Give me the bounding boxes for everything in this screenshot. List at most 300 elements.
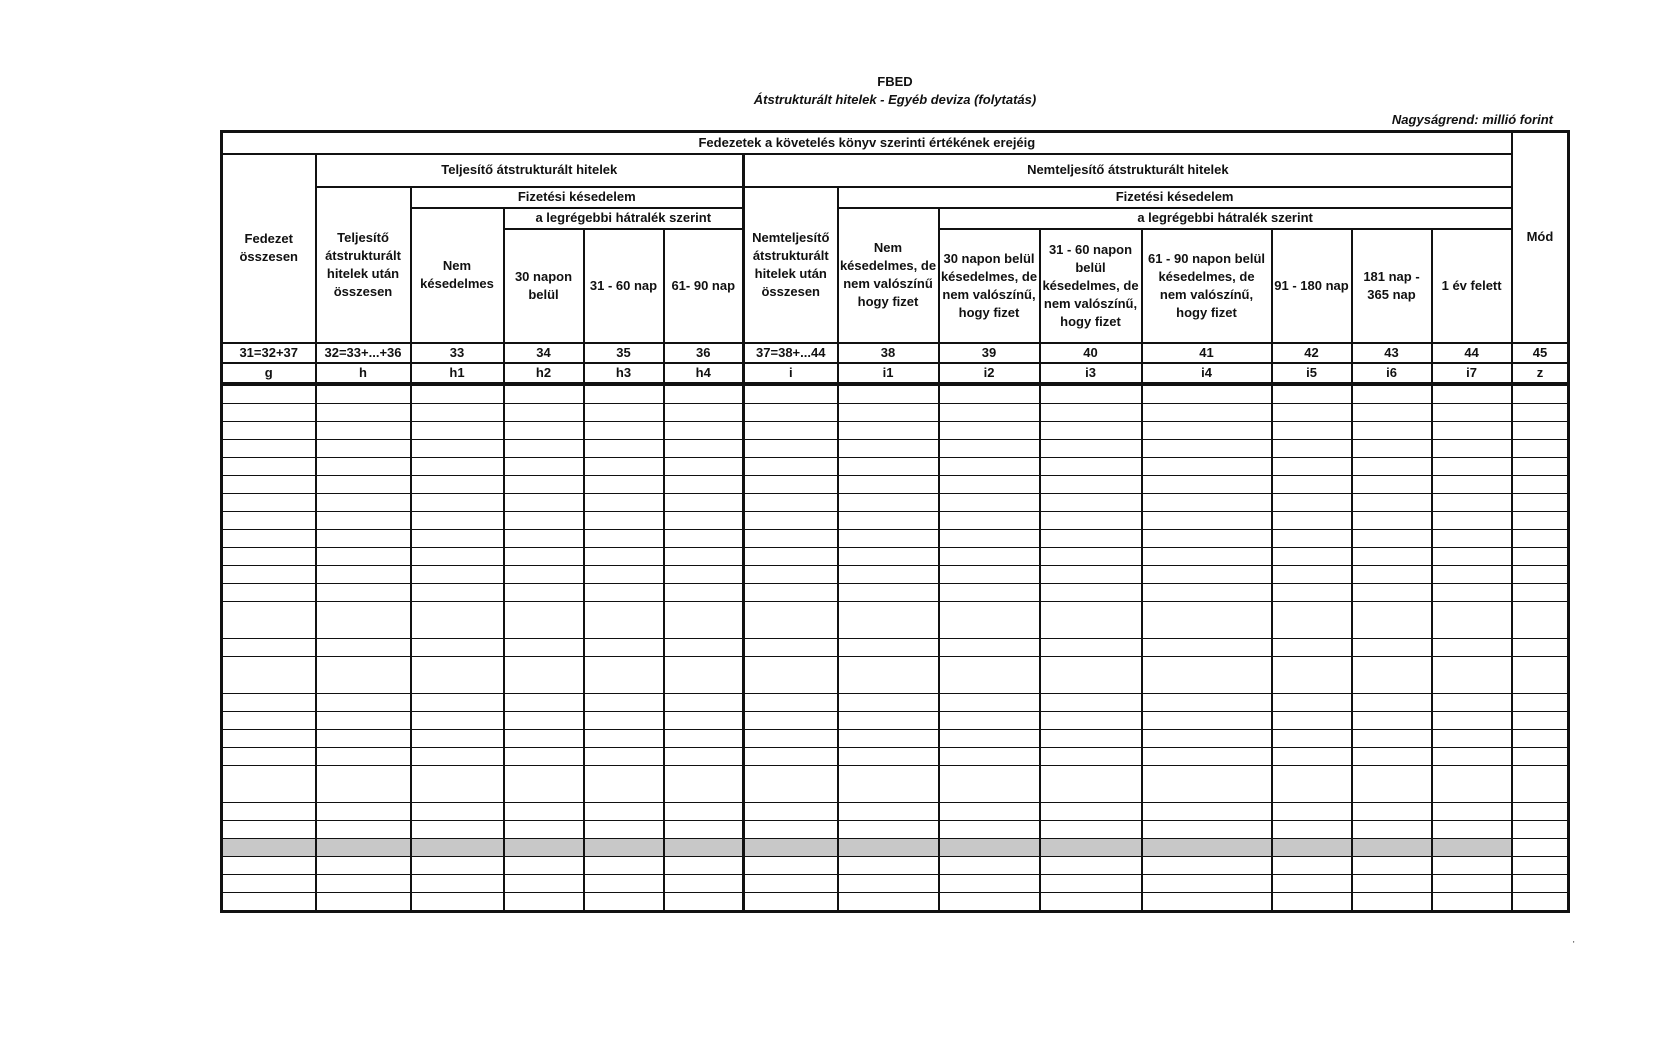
table-cell[interactable] — [1512, 403, 1569, 421]
table-cell[interactable] — [1142, 693, 1272, 711]
table-cell[interactable] — [744, 874, 838, 892]
table-cell[interactable] — [1352, 384, 1432, 404]
table-cell[interactable] — [584, 457, 664, 475]
table-cell[interactable] — [1272, 729, 1352, 747]
table-cell[interactable] — [1142, 638, 1272, 656]
table-cell[interactable] — [664, 421, 744, 439]
table-cell[interactable] — [1512, 656, 1569, 693]
table-cell[interactable] — [939, 475, 1040, 493]
table-cell[interactable] — [664, 638, 744, 656]
table-cell[interactable] — [411, 729, 504, 747]
table-cell[interactable] — [664, 820, 744, 838]
table-cell[interactable] — [838, 475, 939, 493]
table-cell[interactable] — [939, 856, 1040, 874]
table-cell[interactable] — [1142, 384, 1272, 404]
table-cell[interactable] — [1352, 565, 1432, 583]
table-cell[interactable] — [664, 439, 744, 457]
table-cell[interactable] — [1142, 802, 1272, 820]
table-cell[interactable] — [504, 493, 584, 511]
table-cell[interactable] — [411, 802, 504, 820]
table-cell[interactable] — [838, 638, 939, 656]
table-cell[interactable] — [1040, 475, 1142, 493]
table-cell[interactable] — [939, 892, 1040, 911]
table-cell[interactable] — [222, 457, 316, 475]
table-cell[interactable] — [1432, 838, 1512, 856]
table-cell[interactable] — [504, 601, 584, 638]
table-cell[interactable] — [1512, 529, 1569, 547]
table-cell[interactable] — [504, 856, 584, 874]
table-cell[interactable] — [1512, 475, 1569, 493]
table-cell[interactable] — [664, 802, 744, 820]
table-cell[interactable] — [1432, 547, 1512, 565]
table-cell[interactable] — [411, 820, 504, 838]
table-cell[interactable] — [939, 874, 1040, 892]
table-cell[interactable] — [1432, 439, 1512, 457]
table-cell[interactable] — [1040, 747, 1142, 765]
table-cell[interactable] — [1040, 802, 1142, 820]
table-cell[interactable] — [1040, 583, 1142, 601]
table-cell[interactable] — [1352, 711, 1432, 729]
table-cell[interactable] — [838, 565, 939, 583]
table-cell[interactable] — [1142, 820, 1272, 838]
table-cell[interactable] — [744, 656, 838, 693]
table-cell[interactable] — [1040, 457, 1142, 475]
table-cell[interactable] — [1352, 583, 1432, 601]
table-cell[interactable] — [1512, 493, 1569, 511]
table-cell[interactable] — [222, 765, 316, 802]
table-cell[interactable] — [316, 457, 411, 475]
table-cell[interactable] — [411, 439, 504, 457]
table-cell[interactable] — [1512, 601, 1569, 638]
table-cell[interactable] — [939, 765, 1040, 802]
table-cell[interactable] — [1352, 638, 1432, 656]
table-cell[interactable] — [584, 765, 664, 802]
table-cell[interactable] — [1512, 856, 1569, 874]
table-cell[interactable] — [1272, 384, 1352, 404]
table-cell[interactable] — [1142, 874, 1272, 892]
table-cell[interactable] — [1272, 565, 1352, 583]
table-cell[interactable] — [411, 711, 504, 729]
table-cell[interactable] — [1142, 747, 1272, 765]
table-cell[interactable] — [838, 874, 939, 892]
table-cell[interactable] — [744, 403, 838, 421]
table-cell[interactable] — [1432, 729, 1512, 747]
table-cell[interactable] — [316, 874, 411, 892]
table-cell[interactable] — [411, 856, 504, 874]
table-cell[interactable] — [1432, 693, 1512, 711]
table-cell[interactable] — [664, 384, 744, 404]
table-cell[interactable] — [1272, 747, 1352, 765]
table-cell[interactable] — [664, 729, 744, 747]
table-cell[interactable] — [744, 747, 838, 765]
table-cell[interactable] — [838, 547, 939, 565]
table-cell[interactable] — [316, 802, 411, 820]
table-cell[interactable] — [1272, 765, 1352, 802]
table-cell[interactable] — [411, 892, 504, 911]
table-cell[interactable] — [1142, 547, 1272, 565]
table-cell[interactable] — [1040, 547, 1142, 565]
table-cell[interactable] — [1352, 529, 1432, 547]
table-cell[interactable] — [939, 493, 1040, 511]
table-cell[interactable] — [411, 656, 504, 693]
table-cell[interactable] — [1352, 493, 1432, 511]
table-cell[interactable] — [504, 529, 584, 547]
table-cell[interactable] — [411, 421, 504, 439]
table-cell[interactable] — [1512, 439, 1569, 457]
table-cell[interactable] — [316, 838, 411, 856]
table-cell[interactable] — [222, 656, 316, 693]
table-cell[interactable] — [316, 529, 411, 547]
table-cell[interactable] — [664, 892, 744, 911]
table-cell[interactable] — [939, 547, 1040, 565]
table-cell[interactable] — [1432, 421, 1512, 439]
table-cell[interactable] — [838, 403, 939, 421]
table-cell[interactable] — [664, 457, 744, 475]
table-cell[interactable] — [504, 384, 584, 404]
table-cell[interactable] — [1432, 403, 1512, 421]
table-cell[interactable] — [744, 693, 838, 711]
table-cell[interactable] — [1040, 529, 1142, 547]
table-cell[interactable] — [1352, 729, 1432, 747]
table-cell[interactable] — [1432, 529, 1512, 547]
table-cell[interactable] — [1512, 511, 1569, 529]
table-cell[interactable] — [1272, 601, 1352, 638]
table-cell[interactable] — [316, 729, 411, 747]
table-cell[interactable] — [504, 802, 584, 820]
table-cell[interactable] — [1040, 711, 1142, 729]
table-cell[interactable] — [222, 693, 316, 711]
table-cell[interactable] — [1040, 384, 1142, 404]
table-cell[interactable] — [1272, 892, 1352, 911]
table-cell[interactable] — [744, 601, 838, 638]
table-cell[interactable] — [411, 601, 504, 638]
table-cell[interactable] — [939, 747, 1040, 765]
table-cell[interactable] — [584, 802, 664, 820]
table-cell[interactable] — [744, 493, 838, 511]
table-cell[interactable] — [222, 802, 316, 820]
table-cell[interactable] — [838, 693, 939, 711]
table-cell[interactable] — [1352, 547, 1432, 565]
table-cell[interactable] — [744, 802, 838, 820]
table-cell[interactable] — [1432, 457, 1512, 475]
table-cell[interactable] — [316, 601, 411, 638]
table-cell[interactable] — [1432, 475, 1512, 493]
table-cell[interactable] — [1352, 892, 1432, 911]
table-cell[interactable] — [222, 475, 316, 493]
table-cell[interactable] — [584, 403, 664, 421]
table-cell[interactable] — [584, 511, 664, 529]
table-cell[interactable] — [1272, 693, 1352, 711]
table-cell[interactable] — [1142, 711, 1272, 729]
table-cell[interactable] — [1512, 457, 1569, 475]
table-cell[interactable] — [316, 747, 411, 765]
table-cell[interactable] — [1142, 892, 1272, 911]
table-cell[interactable] — [316, 583, 411, 601]
table-cell[interactable] — [1512, 874, 1569, 892]
table-cell[interactable] — [744, 565, 838, 583]
table-cell[interactable] — [504, 656, 584, 693]
table-cell[interactable] — [1352, 421, 1432, 439]
table-cell[interactable] — [744, 583, 838, 601]
table-cell[interactable] — [1142, 529, 1272, 547]
table-cell[interactable] — [222, 565, 316, 583]
table-cell[interactable] — [222, 892, 316, 911]
table-cell[interactable] — [504, 874, 584, 892]
table-cell[interactable] — [1040, 403, 1142, 421]
table-cell[interactable] — [664, 747, 744, 765]
table-cell[interactable] — [222, 601, 316, 638]
table-cell[interactable] — [1142, 856, 1272, 874]
table-cell[interactable] — [1142, 421, 1272, 439]
table-cell[interactable] — [504, 583, 584, 601]
table-cell[interactable] — [1512, 838, 1569, 856]
table-cell[interactable] — [1512, 421, 1569, 439]
table-cell[interactable] — [411, 838, 504, 856]
table-cell[interactable] — [411, 457, 504, 475]
table-cell[interactable] — [222, 820, 316, 838]
table-cell[interactable] — [316, 547, 411, 565]
table-cell[interactable] — [316, 892, 411, 911]
table-cell[interactable] — [504, 838, 584, 856]
table-cell[interactable] — [1432, 765, 1512, 802]
table-cell[interactable] — [1040, 565, 1142, 583]
table-cell[interactable] — [411, 493, 504, 511]
table-cell[interactable] — [584, 838, 664, 856]
table-cell[interactable] — [664, 765, 744, 802]
table-cell[interactable] — [316, 820, 411, 838]
table-cell[interactable] — [664, 475, 744, 493]
table-cell[interactable] — [1432, 802, 1512, 820]
table-cell[interactable] — [664, 511, 744, 529]
table-cell[interactable] — [1142, 403, 1272, 421]
table-cell[interactable] — [744, 384, 838, 404]
table-cell[interactable] — [939, 439, 1040, 457]
table-cell[interactable] — [222, 421, 316, 439]
table-cell[interactable] — [664, 856, 744, 874]
table-cell[interactable] — [222, 638, 316, 656]
table-cell[interactable] — [664, 656, 744, 693]
table-cell[interactable] — [664, 403, 744, 421]
table-cell[interactable] — [1352, 856, 1432, 874]
table-cell[interactable] — [1142, 493, 1272, 511]
table-cell[interactable] — [222, 529, 316, 547]
table-cell[interactable] — [222, 711, 316, 729]
table-cell[interactable] — [1272, 457, 1352, 475]
table-cell[interactable] — [939, 601, 1040, 638]
table-cell[interactable] — [939, 457, 1040, 475]
table-cell[interactable] — [744, 439, 838, 457]
table-cell[interactable] — [939, 820, 1040, 838]
table-cell[interactable] — [1272, 511, 1352, 529]
table-cell[interactable] — [504, 475, 584, 493]
table-cell[interactable] — [939, 384, 1040, 404]
table-cell[interactable] — [316, 693, 411, 711]
table-cell[interactable] — [504, 693, 584, 711]
table-cell[interactable] — [1512, 693, 1569, 711]
table-cell[interactable] — [1432, 656, 1512, 693]
table-cell[interactable] — [1040, 820, 1142, 838]
table-cell[interactable] — [222, 747, 316, 765]
table-cell[interactable] — [584, 856, 664, 874]
table-cell[interactable] — [838, 421, 939, 439]
table-cell[interactable] — [1352, 838, 1432, 856]
table-cell[interactable] — [1432, 874, 1512, 892]
table-cell[interactable] — [939, 802, 1040, 820]
table-cell[interactable] — [222, 439, 316, 457]
table-cell[interactable] — [838, 711, 939, 729]
table-cell[interactable] — [664, 529, 744, 547]
table-cell[interactable] — [584, 421, 664, 439]
table-cell[interactable] — [1352, 475, 1432, 493]
table-cell[interactable] — [1352, 656, 1432, 693]
table-cell[interactable] — [1040, 874, 1142, 892]
table-cell[interactable] — [838, 493, 939, 511]
table-cell[interactable] — [1040, 729, 1142, 747]
table-cell[interactable] — [838, 439, 939, 457]
table-cell[interactable] — [504, 820, 584, 838]
table-cell[interactable] — [664, 583, 744, 601]
table-cell[interactable] — [584, 493, 664, 511]
table-cell[interactable] — [1040, 838, 1142, 856]
table-cell[interactable] — [504, 457, 584, 475]
table-cell[interactable] — [1352, 747, 1432, 765]
table-cell[interactable] — [1142, 765, 1272, 802]
table-cell[interactable] — [316, 421, 411, 439]
table-cell[interactable] — [1142, 583, 1272, 601]
table-cell[interactable] — [1512, 892, 1569, 911]
table-cell[interactable] — [222, 874, 316, 892]
table-cell[interactable] — [316, 565, 411, 583]
table-cell[interactable] — [504, 565, 584, 583]
table-cell[interactable] — [1352, 693, 1432, 711]
table-cell[interactable] — [1142, 729, 1272, 747]
table-cell[interactable] — [1040, 439, 1142, 457]
table-cell[interactable] — [584, 820, 664, 838]
table-cell[interactable] — [939, 583, 1040, 601]
table-cell[interactable] — [222, 856, 316, 874]
table-cell[interactable] — [1272, 439, 1352, 457]
table-cell[interactable] — [584, 529, 664, 547]
table-cell[interactable] — [222, 547, 316, 565]
table-cell[interactable] — [1040, 693, 1142, 711]
table-cell[interactable] — [664, 838, 744, 856]
table-cell[interactable] — [411, 765, 504, 802]
table-cell[interactable] — [664, 874, 744, 892]
table-cell[interactable] — [664, 547, 744, 565]
table-cell[interactable] — [411, 403, 504, 421]
table-cell[interactable] — [838, 384, 939, 404]
table-cell[interactable] — [744, 820, 838, 838]
table-cell[interactable] — [939, 511, 1040, 529]
table-cell[interactable] — [744, 892, 838, 911]
table-cell[interactable] — [1512, 765, 1569, 802]
table-cell[interactable] — [838, 856, 939, 874]
table-cell[interactable] — [222, 583, 316, 601]
table-cell[interactable] — [222, 511, 316, 529]
table-cell[interactable] — [1040, 421, 1142, 439]
table-cell[interactable] — [584, 475, 664, 493]
table-cell[interactable] — [411, 475, 504, 493]
table-cell[interactable] — [584, 729, 664, 747]
table-cell[interactable] — [1352, 601, 1432, 638]
table-cell[interactable] — [584, 874, 664, 892]
table-cell[interactable] — [584, 747, 664, 765]
table-cell[interactable] — [939, 638, 1040, 656]
table-cell[interactable] — [504, 511, 584, 529]
table-cell[interactable] — [1142, 439, 1272, 457]
table-cell[interactable] — [939, 565, 1040, 583]
table-cell[interactable] — [1272, 547, 1352, 565]
table-cell[interactable] — [1352, 874, 1432, 892]
table-cell[interactable] — [838, 729, 939, 747]
table-cell[interactable] — [1040, 638, 1142, 656]
table-cell[interactable] — [838, 838, 939, 856]
table-cell[interactable] — [316, 475, 411, 493]
table-cell[interactable] — [584, 583, 664, 601]
table-cell[interactable] — [744, 475, 838, 493]
table-cell[interactable] — [584, 693, 664, 711]
table-cell[interactable] — [411, 547, 504, 565]
table-cell[interactable] — [584, 439, 664, 457]
table-cell[interactable] — [744, 529, 838, 547]
table-cell[interactable] — [1272, 874, 1352, 892]
table-cell[interactable] — [316, 656, 411, 693]
table-cell[interactable] — [664, 693, 744, 711]
table-cell[interactable] — [744, 711, 838, 729]
table-cell[interactable] — [1432, 511, 1512, 529]
table-cell[interactable] — [1512, 565, 1569, 583]
table-cell[interactable] — [664, 711, 744, 729]
table-cell[interactable] — [838, 529, 939, 547]
table-cell[interactable] — [1432, 601, 1512, 638]
table-cell[interactable] — [316, 511, 411, 529]
table-cell[interactable] — [1512, 711, 1569, 729]
table-cell[interactable] — [1272, 820, 1352, 838]
table-cell[interactable] — [1352, 457, 1432, 475]
table-cell[interactable] — [316, 439, 411, 457]
table-cell[interactable] — [316, 765, 411, 802]
table-cell[interactable] — [584, 656, 664, 693]
table-cell[interactable] — [1272, 421, 1352, 439]
table-cell[interactable] — [1040, 856, 1142, 874]
table-cell[interactable] — [584, 384, 664, 404]
table-cell[interactable] — [664, 565, 744, 583]
table-cell[interactable] — [939, 838, 1040, 856]
table-cell[interactable] — [316, 711, 411, 729]
table-cell[interactable] — [1352, 439, 1432, 457]
table-cell[interactable] — [222, 403, 316, 421]
table-cell[interactable] — [411, 638, 504, 656]
table-cell[interactable] — [504, 765, 584, 802]
table-cell[interactable] — [1142, 565, 1272, 583]
table-cell[interactable] — [504, 421, 584, 439]
table-cell[interactable] — [504, 892, 584, 911]
table-cell[interactable] — [1352, 802, 1432, 820]
table-cell[interactable] — [1272, 838, 1352, 856]
table-cell[interactable] — [939, 403, 1040, 421]
table-cell[interactable] — [1272, 656, 1352, 693]
table-cell[interactable] — [744, 547, 838, 565]
table-cell[interactable] — [584, 892, 664, 911]
table-cell[interactable] — [222, 729, 316, 747]
table-cell[interactable] — [411, 693, 504, 711]
table-cell[interactable] — [838, 820, 939, 838]
table-cell[interactable] — [504, 711, 584, 729]
table-cell[interactable] — [838, 511, 939, 529]
table-cell[interactable] — [838, 583, 939, 601]
table-cell[interactable] — [1272, 475, 1352, 493]
table-cell[interactable] — [1272, 856, 1352, 874]
